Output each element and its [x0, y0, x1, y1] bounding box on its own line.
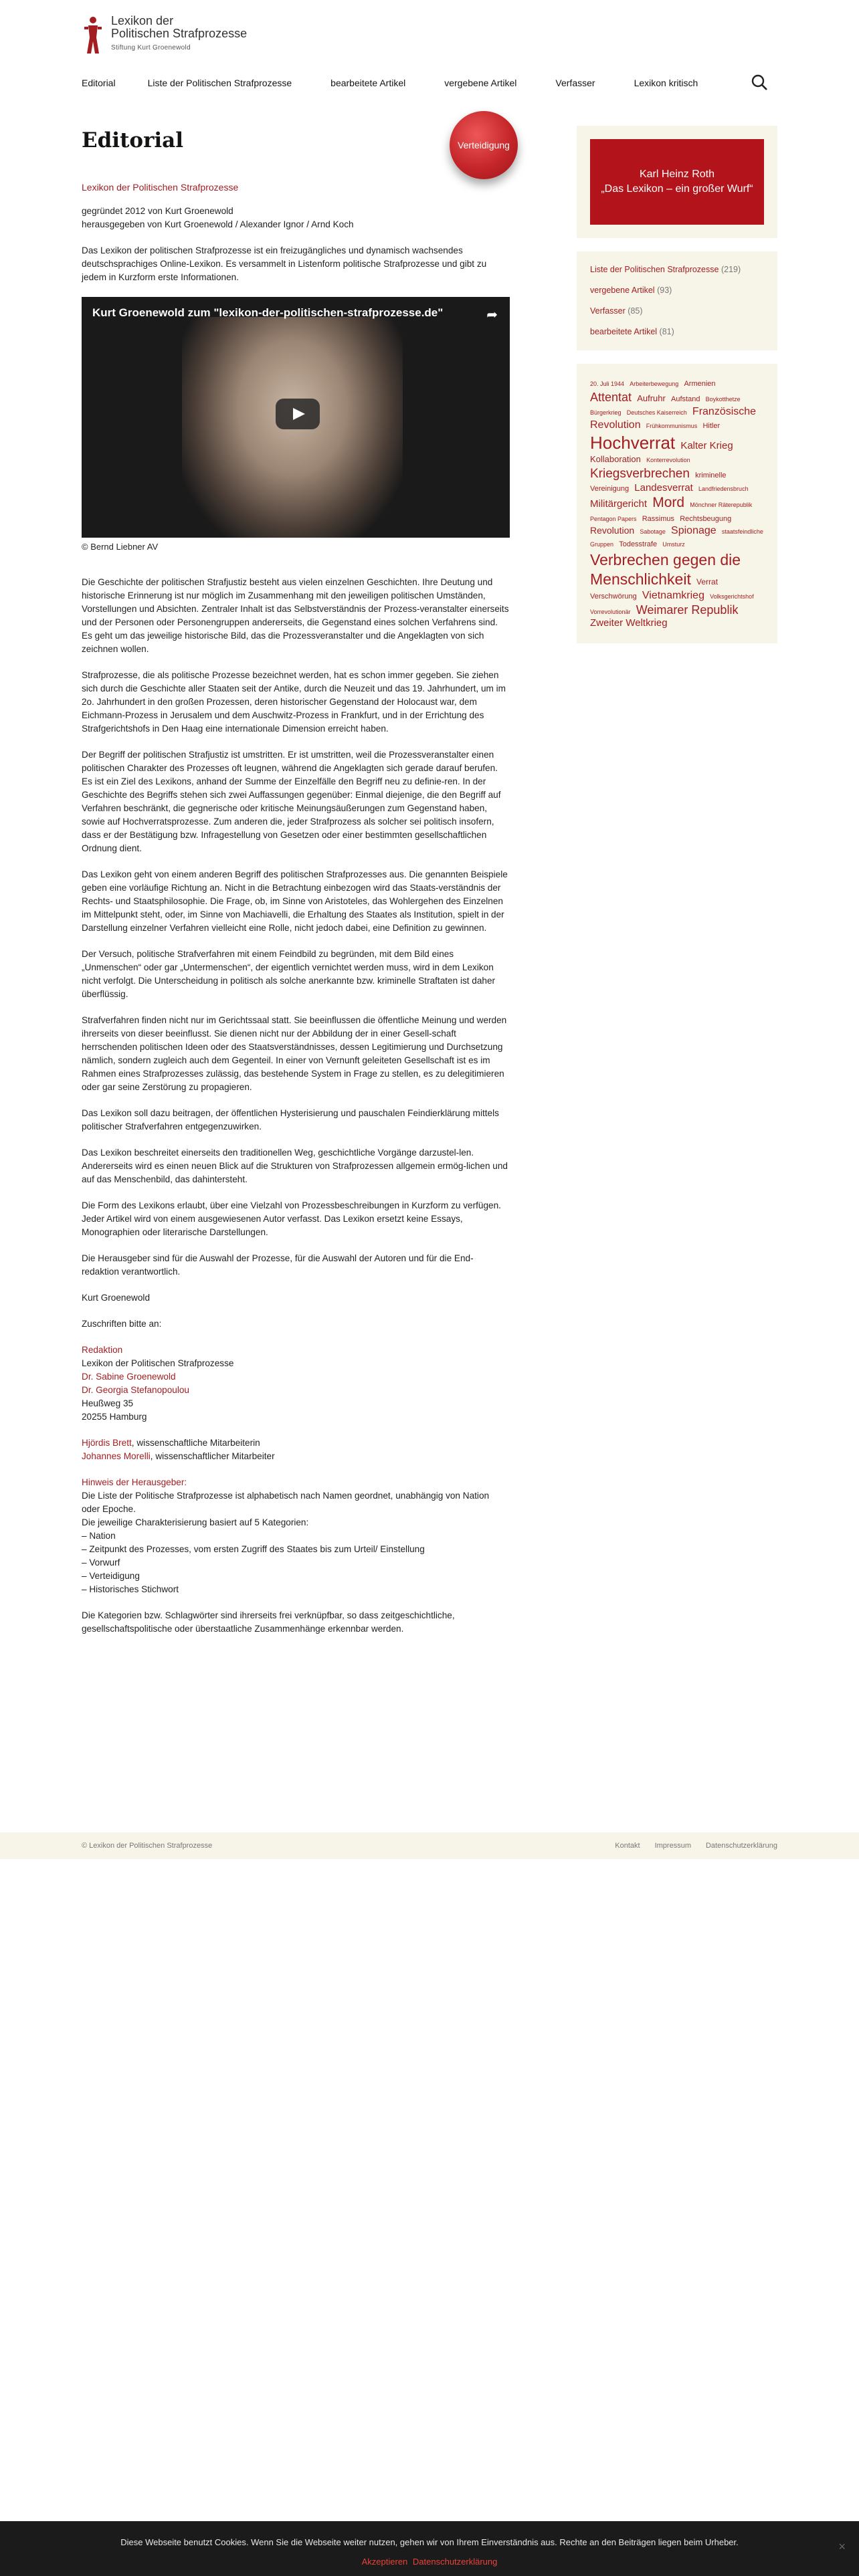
paragraph: Strafprozesse, die als politische Prozesse bezeichnet werden, hat es schon immer gegeben. Sie ziehen sich durch die Geschichte aller Staaten seit der Antike, durch die Neuzeit und das 19. Jahrhundert, um im 2o. Jahrhundert in den großen Prozessen, deren historischer Gegenstand der Holocaust war, dem Eichmann-Prozess in Jerusalem und dem Auschwitz-Prozess in Frankfurt, und in der Errichtung des Strafgerichtshofs in Den Haag eine internationale Dimension erreicht haben. [82, 670, 506, 734]
tag-link[interactable]: Französische Revolution [590, 405, 757, 431]
video-player[interactable] [82, 297, 510, 538]
nav-liste[interactable]: Liste der Politischen Strafprozesse [147, 78, 292, 88]
list-item[interactable] [590, 259, 764, 280]
site-logo[interactable] [82, 15, 247, 55]
tag-link[interactable]: Verbrechen gegen die Menschlichkeit [590, 551, 741, 588]
tag-link[interactable]: Armenien [684, 380, 716, 388]
cookie-text: Diese Webseite benutzt Cookies. Wenn Sie die Webseite weiter nutzen, gehen wir von Ihrem Einverständnis aus. Rechte an den Beiträgen liegen beim Urheber. [120, 2537, 739, 2547]
tag-link[interactable]: Revolution [590, 525, 635, 536]
tag-link[interactable]: Todesstrafe [619, 540, 658, 549]
main-content [82, 120, 510, 1648]
category-stats-widget [577, 251, 777, 350]
tag-link[interactable]: Vorrevolutionär [590, 608, 631, 615]
nav-editorial[interactable]: Editorial [82, 78, 116, 88]
category-link[interactable]: bearbeitete Artikel [590, 327, 658, 336]
tag-link[interactable]: Sabotage [640, 528, 666, 536]
hint-line: – Verteidigung [82, 1571, 140, 1581]
paragraph: Der Begriff der politischen Strafjustiz ist umstritten. Er ist umstritten, weil die Prozessveranstalter einen politischen Charakter des Prozesses oft leugnen, während die Angeklagten sich gerade darauf berufen. Es ist ein Ziel des Lexikons, anhand der Summe der Einzelfälle den Begriff neu zu definie-ren. In der Geschichte des Begriffs stehen sich zwei Auffassungen gegenüber: Einmal diejenige, die den Begriff auf Verfahren beschränkt, die gegnerische oder kritische Meinungsäußerungen zum Gegenstand haben, sowie auf Hochverratsprozesse. Zum anderen die, jeder Strafprozess als solcher sei politisch insofern, dass er der Bestätigung bzw. Infragestellung von Gesetzen oder einer bestimmten gesellschaftlichen Ordnung dient. [82, 750, 501, 853]
redaktion-block [82, 1344, 510, 1424]
tag-link[interactable]: Mord [652, 495, 685, 511]
founded-line: gegründet 2012 von Kurt Groenewold [82, 206, 233, 216]
tag-link[interactable]: Konterrevolution [646, 457, 690, 463]
footer-link-kontakt[interactable]: Kontakt [615, 1842, 640, 1850]
sidebar [577, 126, 777, 657]
cookie-accept-button[interactable]: Akzeptieren [361, 2557, 408, 2567]
cookie-privacy-link[interactable]: Datenschutzerklärung [412, 2557, 498, 2567]
hint-line: – Zeitpunkt des Prozesses, vom ersten Zugriff des Staates bis zum Urteil/ Einstellung [82, 1544, 425, 1554]
paragraph: Die Geschichte der politischen Strafjustiz besteht aus vielen einzelnen Geschichten. Ihre Deutung und historische Erinnerung ist nur möglich im Zusammenhang mit den jeweiligen politischen Umständen, Vorstellungen und Absichten. Zentraler Inhalt ist das Selbstverständnis der Prozess-veranstalter einerseits und der Personen oder Personengruppen andererseits, die Gegenstand eines solchen Verfahrens sind. Es geht um das jeweilige historische Bild, das die Prozessveranstalter und die Angeklagten von sich zeichnen wollen. [82, 577, 509, 654]
tag-link[interactable]: Aufstand [671, 395, 700, 403]
tag-link[interactable]: Kollaboration [590, 454, 641, 464]
tag-link[interactable]: Mönchner Räterepublik [690, 502, 753, 509]
footer-copyright: © Lexikon der Politischen Strafprozesse [82, 1842, 213, 1850]
banner-widget [577, 126, 777, 238]
paragraph: Strafverfahren finden nicht nur im Gerichtssaal statt. Sie beeinflussen die öffentliche Meinung und werden ihrerseits von dieser beeinflusst. Sie dienen nicht nur der Abbildung der in einer Gesell-schaft herrschenden politischen Ideen oder des Staatsverständnisses, dessen Legitimierung und Durchsetzung nämlich, sondern zugleich auch dem Gegenteil. In einer von Vernunft geleiteten Gesellschaft ist es im Rahmen eines Strafprozesses zulässig, das bestehende System in Frage zu stellen, es zu delegitimieren oder gar seine Zerstörung zu propagieren. [82, 1015, 507, 1092]
category-link[interactable]: Verfasser [590, 306, 626, 316]
tag-link[interactable]: Volksgerichtshof [710, 593, 754, 600]
staff-role: , wissenschaftliche Mitarbeiterin [131, 1438, 260, 1448]
tag-link[interactable]: Verschwörung [590, 592, 637, 601]
tag-link[interactable]: Hochverrat [590, 432, 676, 453]
tag-link[interactable]: Kriegsverbrechen [590, 466, 690, 481]
category-link[interactable]: Liste der Politischen Strafprozesse [590, 265, 719, 274]
share-icon[interactable]: ➦ [486, 308, 498, 322]
nav-bearbeitete-artikel[interactable]: bearbeitete Artikel [330, 78, 406, 88]
intro-paragraph: Das Lexikon der politischen Strafprozesse ist ein freizugängliches und dynamisch wachsendes deutschsprachiges Online-Lexikon. Es versammelt in Listenform politische Strafprozesse und gibt zu jedem in Kurzform erste Informationen. [82, 245, 487, 282]
tag-link[interactable]: Rechtsbeugung [680, 514, 732, 523]
tag-link[interactable]: 20. Juli 1944 [590, 381, 625, 387]
site-footer [0, 1832, 859, 1859]
hint-line: Die Liste der Politische Strafprozesse ist alphabetisch nach Namen geordnet, unabhängig von Nation oder Epoche. [82, 1491, 490, 1514]
staff-line [82, 1436, 510, 1450]
paragraph: Die Form des Lexikons erlaubt, über eine Vielzahl von Prozessbeschreibungen in Kurzform zu verfügen. Jeder Artikel wird von einem ausgewiesenen Autor verfasst. Das Lexikon ersetzt keine Essays, Monographien oder literarische Darstellungen. [82, 1200, 501, 1237]
redaktion-person-link[interactable]: Dr. Sabine Groenewold [82, 1372, 176, 1382]
founding-info [82, 205, 510, 231]
staff-name-link[interactable]: Johannes Morelli [82, 1451, 151, 1461]
main-navigation [82, 78, 730, 88]
search-icon [751, 74, 768, 91]
tag-link[interactable]: Arbeiterbewegung [630, 381, 679, 387]
banner-author: Karl Heinz Roth [639, 169, 715, 180]
list-item[interactable] [590, 322, 764, 342]
tag-link[interactable]: kriminelle Vereinigung [590, 471, 727, 493]
address-street: Heußweg 35 [82, 1398, 134, 1408]
lexikon-subtitle-link[interactable]: Lexikon der Politischen Strafprozesse [82, 182, 239, 193]
redaktion-label[interactable]: Redaktion [82, 1345, 123, 1355]
logo-subtitle: Stiftung Kurt Groenewold [111, 44, 191, 51]
play-icon[interactable] [276, 399, 320, 429]
video-title[interactable]: Kurt Groenewold zum "lexikon-der-politischen-strafprozesse.de" [92, 306, 444, 319]
paragraph: Das Lexikon geht von einem anderen Begriff des politischen Strafprozesses aus. Die genannten Beispiele geben eine vorläufige Richtung an. Nicht in die Betrachtung einbezogen wird das Staats-verständnis der Rechts- und Staatsphilosophie. Die Frage, ob, im Sinne von Aristoteles, das Wohlergehen des Einzelnen im Mittelpunkt steht, oder, im Sinne von Machiavelli, die Erhaltung des Staates als Institution, spielt in der Darstellung einzelner Verfahren vielleicht eine Rolle, nicht jedoch dabei, eine Definition zu gewinnen. [82, 869, 508, 933]
hint-line: – Historisches Stichwort [82, 1584, 179, 1594]
address-city: 20255 Hamburg [82, 1412, 147, 1422]
search-button[interactable] [751, 74, 769, 92]
staff-name-link[interactable]: Hjördis Brett [82, 1438, 132, 1448]
staff-role: , wissenschaftlicher Mitarbeiter [150, 1451, 275, 1461]
editors-hint-block [82, 1476, 510, 1596]
category-link[interactable]: vergebene Artikel [590, 286, 655, 295]
tag-link[interactable]: Hitler [702, 421, 721, 430]
tag-link[interactable]: Frühkommunismus [646, 422, 698, 429]
page-title: Editorial [82, 128, 184, 152]
paragraph: Der Versuch, politische Strafverfahren mit einem Feindbild zu begründen, mit dem Bild eines „Unmenschen“ oder gar „Untermenschen“, der eigentlich vernichtet werden muss, wird in dem Lexikon nicht verfolgt. Die Unterscheidung in politisch als solche anerkannte bzw. kriminelle Straftaten ist daher überflüssig. [82, 949, 496, 999]
close-icon[interactable]: × [838, 2540, 846, 2553]
footer-links [615, 1842, 777, 1850]
karl-heinz-roth-banner[interactable] [590, 139, 764, 225]
tag-link[interactable]: Rassimus [642, 514, 675, 523]
nav-lexikon-kritisch[interactable]: Lexikon kritisch [634, 78, 698, 88]
tag-link[interactable]: Verrat [696, 576, 719, 586]
category-count: (93) [657, 286, 672, 295]
logo-figure-icon [82, 15, 104, 55]
tag-cloud [577, 364, 777, 643]
signature: Kurt Groenewold [82, 1293, 151, 1303]
redaktion-person-link[interactable]: Dr. Georgia Stefanopoulou [82, 1385, 189, 1395]
nav-verfasser[interactable]: Verfasser [555, 78, 595, 88]
site-header [0, 0, 859, 70]
tag-link[interactable]: Militärgericht [590, 498, 648, 510]
contact-intro: Zuschriften bitte an: [82, 1319, 162, 1329]
hint-line: – Vorwurf [82, 1558, 120, 1568]
nav-vergebene-artikel[interactable]: vergebene Artikel [444, 78, 517, 88]
staff-line [82, 1450, 510, 1463]
tag-link[interactable]: Boykotthetze [705, 395, 741, 403]
cookie-banner [0, 2521, 859, 2576]
tag-link[interactable]: Vietnamkrieg [642, 589, 704, 601]
tag-link[interactable]: Umsturz [662, 541, 685, 548]
tag-link[interactable]: Attentat [590, 390, 632, 404]
closing-paragraph: Die Kategorien bzw. Schlagwörter sind ihrerseits frei verknüpfbar, so dass zeitgeschichtliche, gesellschaftspolitische oder überstaatliche Zusammenhänge erkennbar werden. [82, 1610, 455, 1634]
category-count: (219) [721, 265, 741, 274]
tag-link[interactable]: Landesverrat [634, 481, 693, 494]
video-caption: © Bernd Liebner AV [82, 542, 159, 552]
banner-quote: „Das Lexikon – ein großer Wurf“ [601, 183, 753, 195]
logo-title-line1: Lexikon der [111, 14, 174, 27]
list-item[interactable] [590, 280, 764, 301]
tag-link[interactable]: Kalter Krieg [680, 439, 733, 451]
footer-link-datenschutz[interactable]: Datenschutzerklärung [705, 1842, 777, 1850]
verteidigung-badge[interactable]: Verteidigung [450, 111, 518, 179]
tag-link[interactable]: Bürgerkrieg [590, 409, 622, 416]
redaktion-org: Lexikon der Politischen Strafprozesse [82, 1358, 234, 1368]
logo-title-line2: Politischen Strafprozesse [111, 27, 248, 40]
paragraph: Das Lexikon beschreitet einerseits den traditionellen Weg, geschichtliche Vorgänge darzustel-len. Andererseits wird es einen neuen Blick auf die Strukturen von Strafprozessen allgemein ermög-lichen und auf das Menschenbild, das dahintersteht. [82, 1148, 508, 1184]
paragraph: Die Herausgeber sind für die Auswahl der Prozesse, für die Auswahl der Autoren und für die End-redaktion verantwortlich. [82, 1253, 474, 1277]
tag-link[interactable]: Spionage [671, 525, 717, 537]
tag-link[interactable]: Pentagon Papers [590, 515, 637, 522]
tag-link[interactable]: Landfriedensbruch [698, 485, 749, 492]
tag-link[interactable]: Weimarer Republik [636, 603, 739, 617]
tag-link[interactable]: staatsfeindliche Gruppen [590, 528, 763, 548]
hint-label: Hinweis der Herausgeber: [82, 1477, 187, 1487]
tag-link[interactable]: Aufruhr [637, 393, 666, 403]
staff-block [82, 1436, 510, 1463]
tag-link[interactable]: Deutsches Kaiserreich [626, 409, 687, 416]
footer-link-impressum[interactable]: Impressum [654, 1842, 691, 1850]
editors-line: herausgegeben von Kurt Groenewold / Alexander Ignor / Arnd Koch [82, 219, 354, 229]
hint-line: Die jeweilige Charakterisierung basiert auf 5 Kategorien: [82, 1517, 309, 1527]
cookie-actions [0, 2557, 859, 2567]
tag-link[interactable]: Zweiter Weltkrieg [590, 617, 668, 629]
list-item[interactable] [590, 301, 764, 322]
hint-line: – Nation [82, 1531, 116, 1541]
category-count: (81) [659, 327, 674, 336]
category-count: (85) [628, 306, 643, 316]
paragraph: Das Lexikon soll dazu beitragen, der öffentlichen Hysterisierung und pauschalen Feindierklärung mittels politischer Strafverfahren entgegenzuwirken. [82, 1108, 499, 1132]
category-list [590, 259, 764, 342]
